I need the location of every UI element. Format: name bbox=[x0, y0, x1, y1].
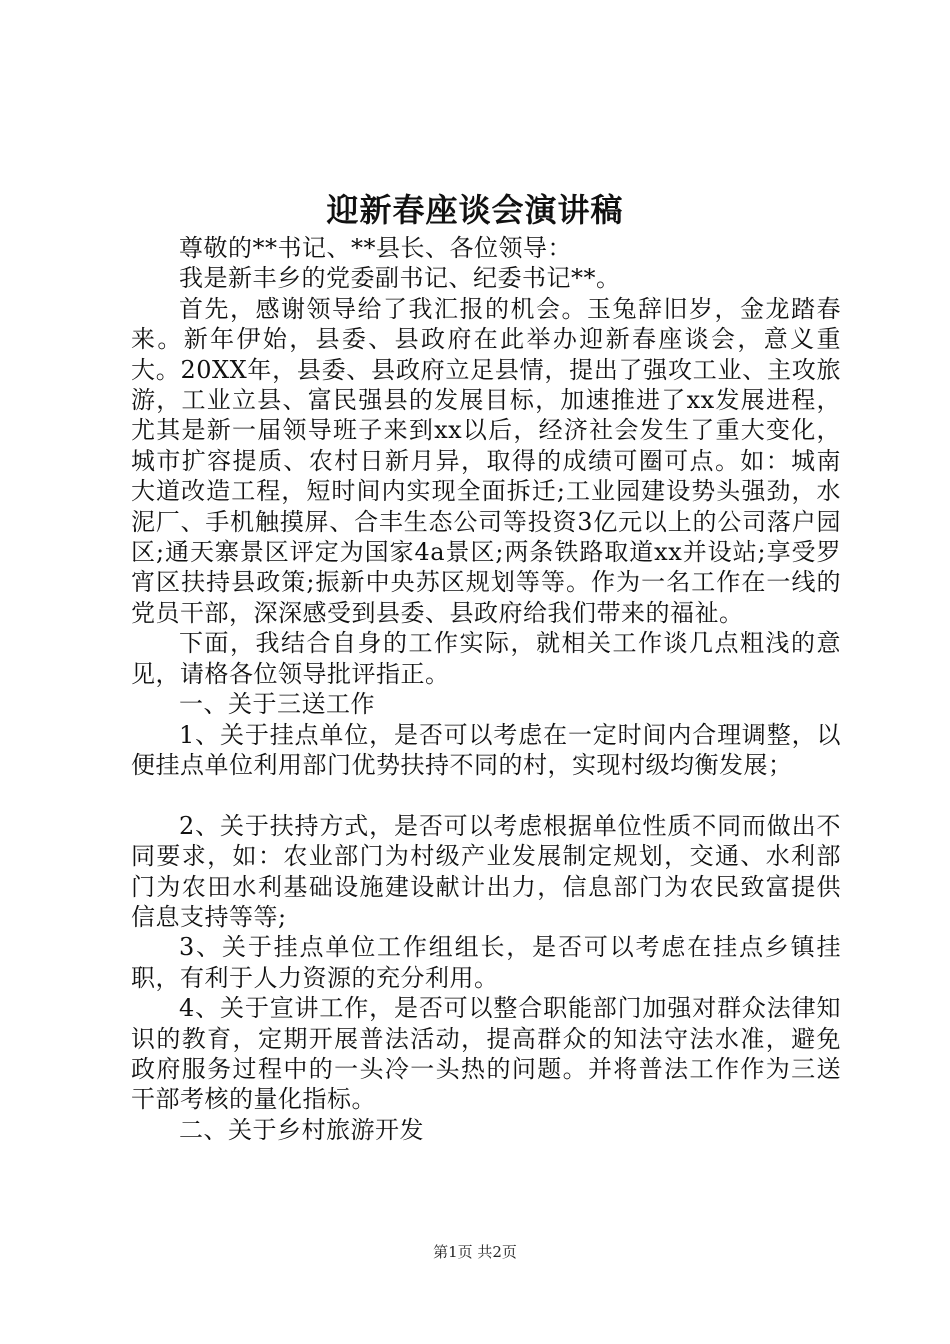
section-heading-1: 一、关于三送工作 bbox=[179, 690, 375, 719]
list-item-3: 3、关于挂点单位工作组组长，是否可以考虑在挂点乡镇挂职，有利于人力资源的充分利用。 bbox=[131, 933, 841, 992]
salutation-paragraph: 尊敬的**书记、**县长、各位领导： bbox=[179, 234, 572, 262]
document-title: 迎新春座谈会演讲稿 bbox=[326, 191, 624, 229]
list-item-1: 1、关于挂点单位，是否可以考虑在一定时间内合理调整，以便挂点单位利用部门优势扶持不同的村，实现村级均衡发展； bbox=[131, 720, 841, 779]
list-item-4: 4、关于宣讲工作，是否可以整合职能部门加强对群众法律知识的教育，定期开展普法活动，提高群众的知法守法水准，避免政府服务过程中的一头冷一头热的问题。并将普法工作作为三送干部考核的量化指标。 bbox=[131, 994, 841, 1114]
section-heading-2: 二、关于乡村旅游开发 bbox=[179, 1115, 424, 1144]
page-number-footer: 第1页 共2页 bbox=[433, 1243, 517, 1261]
blank-line bbox=[131, 780, 841, 810]
opening-paragraph: 首先，感谢领导给了我汇报的机会。玉兔辞旧岁，金龙踏春来。新年伊始，县委、县政府在此举办迎新春座谈会，意义重大。20XX年，县委、县政府立足县情，提出了强攻工业、主攻旅游，工业立县、富民强县的发展目标，加速推进了xx发展进程，尤其是新一届领导班子来到xx以后，经济社会发生了重大变化，城市扩容提质、农村日新月异，取得的成绩可圈可点。如：城南大道改造工程，短时间内实现全面拆迁;工业园建设势头强劲，水泥厂、手机触摸屏、合丰生态公司等投资3亿元以上的公司落户园区;通天寨景区评定为国家4a景区;两条铁路取道xx并设站;享受罗宵区扶持县政策;振新中央苏区规划等等。作为一名工作在一线的党员干部，深深感受到县委、县政府给我们带来的福祉。 bbox=[131, 294, 841, 627]
list-item-2: 2、关于扶持方式，是否可以考虑根据单位性质不同而做出不同要求，如：农业部门为村级产业发展制定规划，交通、水利部门为农田水利基础设施建设献计出力，信息部门为农民致富提供信息支持等等; bbox=[131, 811, 841, 931]
transition-paragraph: 下面，我结合自身的工作实际，就相关工作谈几点粗浅的意见，请格各位领导批评指正。 bbox=[131, 629, 841, 688]
document-body bbox=[131, 233, 841, 1145]
self-introduction-paragraph: 我是新丰乡的党委副书记、纪委书记**。 bbox=[179, 264, 621, 293]
